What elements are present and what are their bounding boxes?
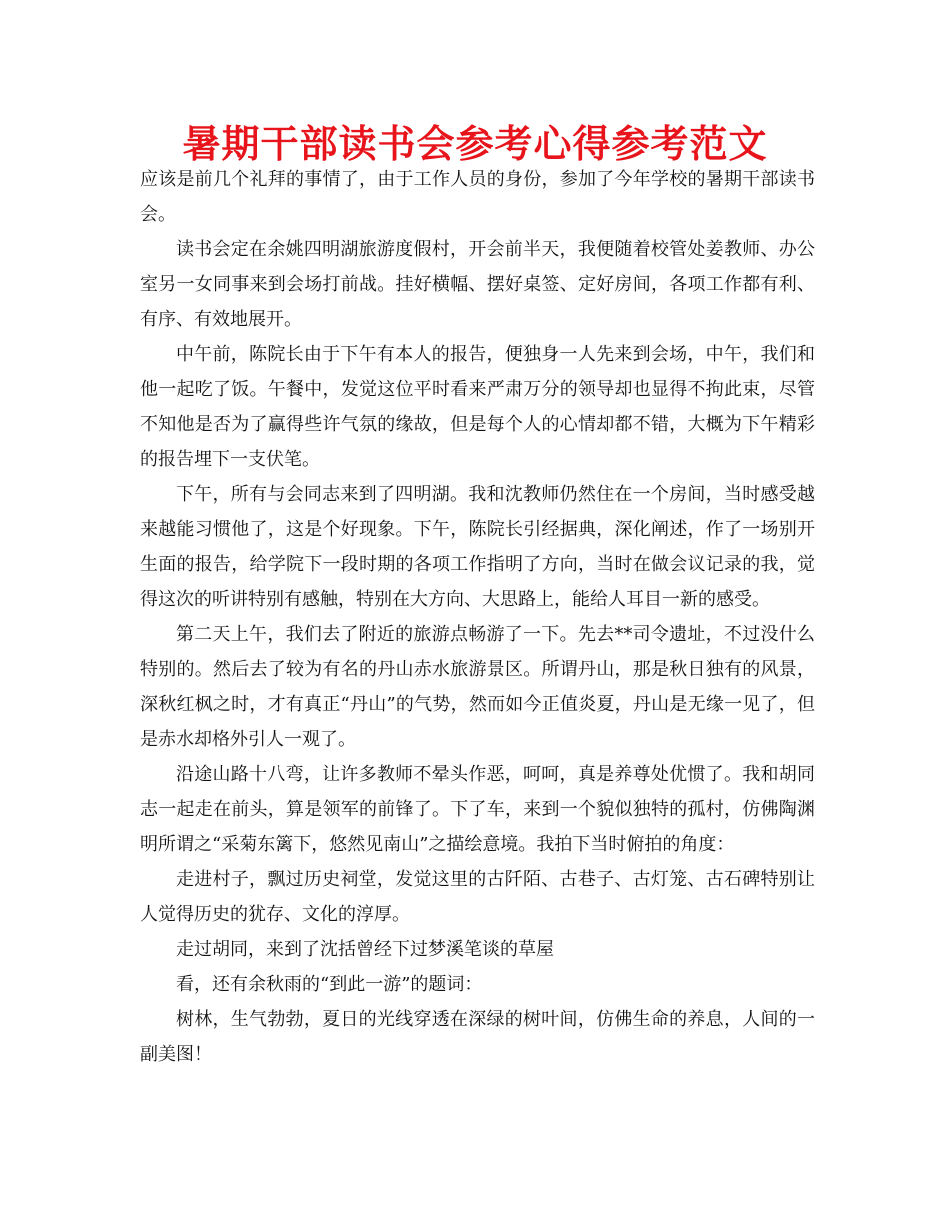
paragraph: 读书会定在余姚四明湖旅游度假村，开会前半天，我便随着校管处姜教师、办公室另一女同事来到会场打前战。挂好横幅、摆好桌签、定好房间，各项工作都有利、有序、有效地展开。	[140, 239, 815, 330]
paragraph: 第二天上午，我们去了附近的旅游点畅游了一下。先去**司令遗址，不过没什么特别的。然后去了较为有名的丹山赤水旅游景区。所谓丹山，那是秋日独有的风景，深秋红枫之时，才有真正“丹山”的气势，然而如今正值炎夏，丹山是无缘一见了，但是赤水却格外引人一观了。	[140, 624, 815, 750]
paragraph: 看，还有余秋雨的“到此一游”的题词：	[176, 974, 483, 995]
paragraph: 沿途山路十八弯，让许多教师不晕头作恶，呵呵，真是养尊处优惯了。我和胡同志一起走在前头，算是领军的前锋了。下了车，来到一个貌似独特的孤村，仿佛陶渊明所谓之“采菊东篱下，悠然见南山”之描绘意境。我拍下当时俯拍的角度：	[140, 764, 815, 855]
paragraph: 应该是前几个礼拜的事情了，由于工作人员的身份，参加了今年学校的暑期干部读书会。	[140, 169, 815, 225]
paragraph: 下午，所有与会同志来到了四明湖。我和沈教师仍然住在一个房间，当时感受越来越能习惯他了，这是个好现象。下午，陈院长引经据典，深化阐述，作了一场别开生面的报告，给学院下一段时期的各项工作指明了方向，当时在做会议记录的我，觉得这次的听讲特别有感触，特别在大方向、大思路上，能给人耳目一新的感受。	[140, 484, 815, 610]
paragraph: 树林，生气勃勃，夏日的光线穿透在深绿的树叶间，仿佛生命的养息，人间的一副美图！	[140, 1009, 815, 1065]
paragraph: 走过胡同，来到了沈括曾经下过梦溪笔谈的草屋	[176, 939, 554, 960]
document-body	[140, 162, 815, 1072]
paragraph: 中午前，陈院长由于下午有本人的报告，便独身一人先来到会场，中午，我们和他一起吃了饭。午餐中，发觉这位平时看来严肃万分的领导却也显得不拘此束，尽管不知他是否为了赢得些许气氛的缘故，但是每个人的心情却都不错，大概为下午精彩的报告埋下一支伏笔。	[140, 344, 815, 470]
paragraph: 走进村子，飘过历史祠堂，发觉这里的古阡陌、古巷子、古灯笼、古石碑特别让人觉得历史的犹存、文化的淳厚。	[140, 869, 815, 925]
document-title: 暑期干部读书会参考心得参考范文	[182, 122, 768, 166]
